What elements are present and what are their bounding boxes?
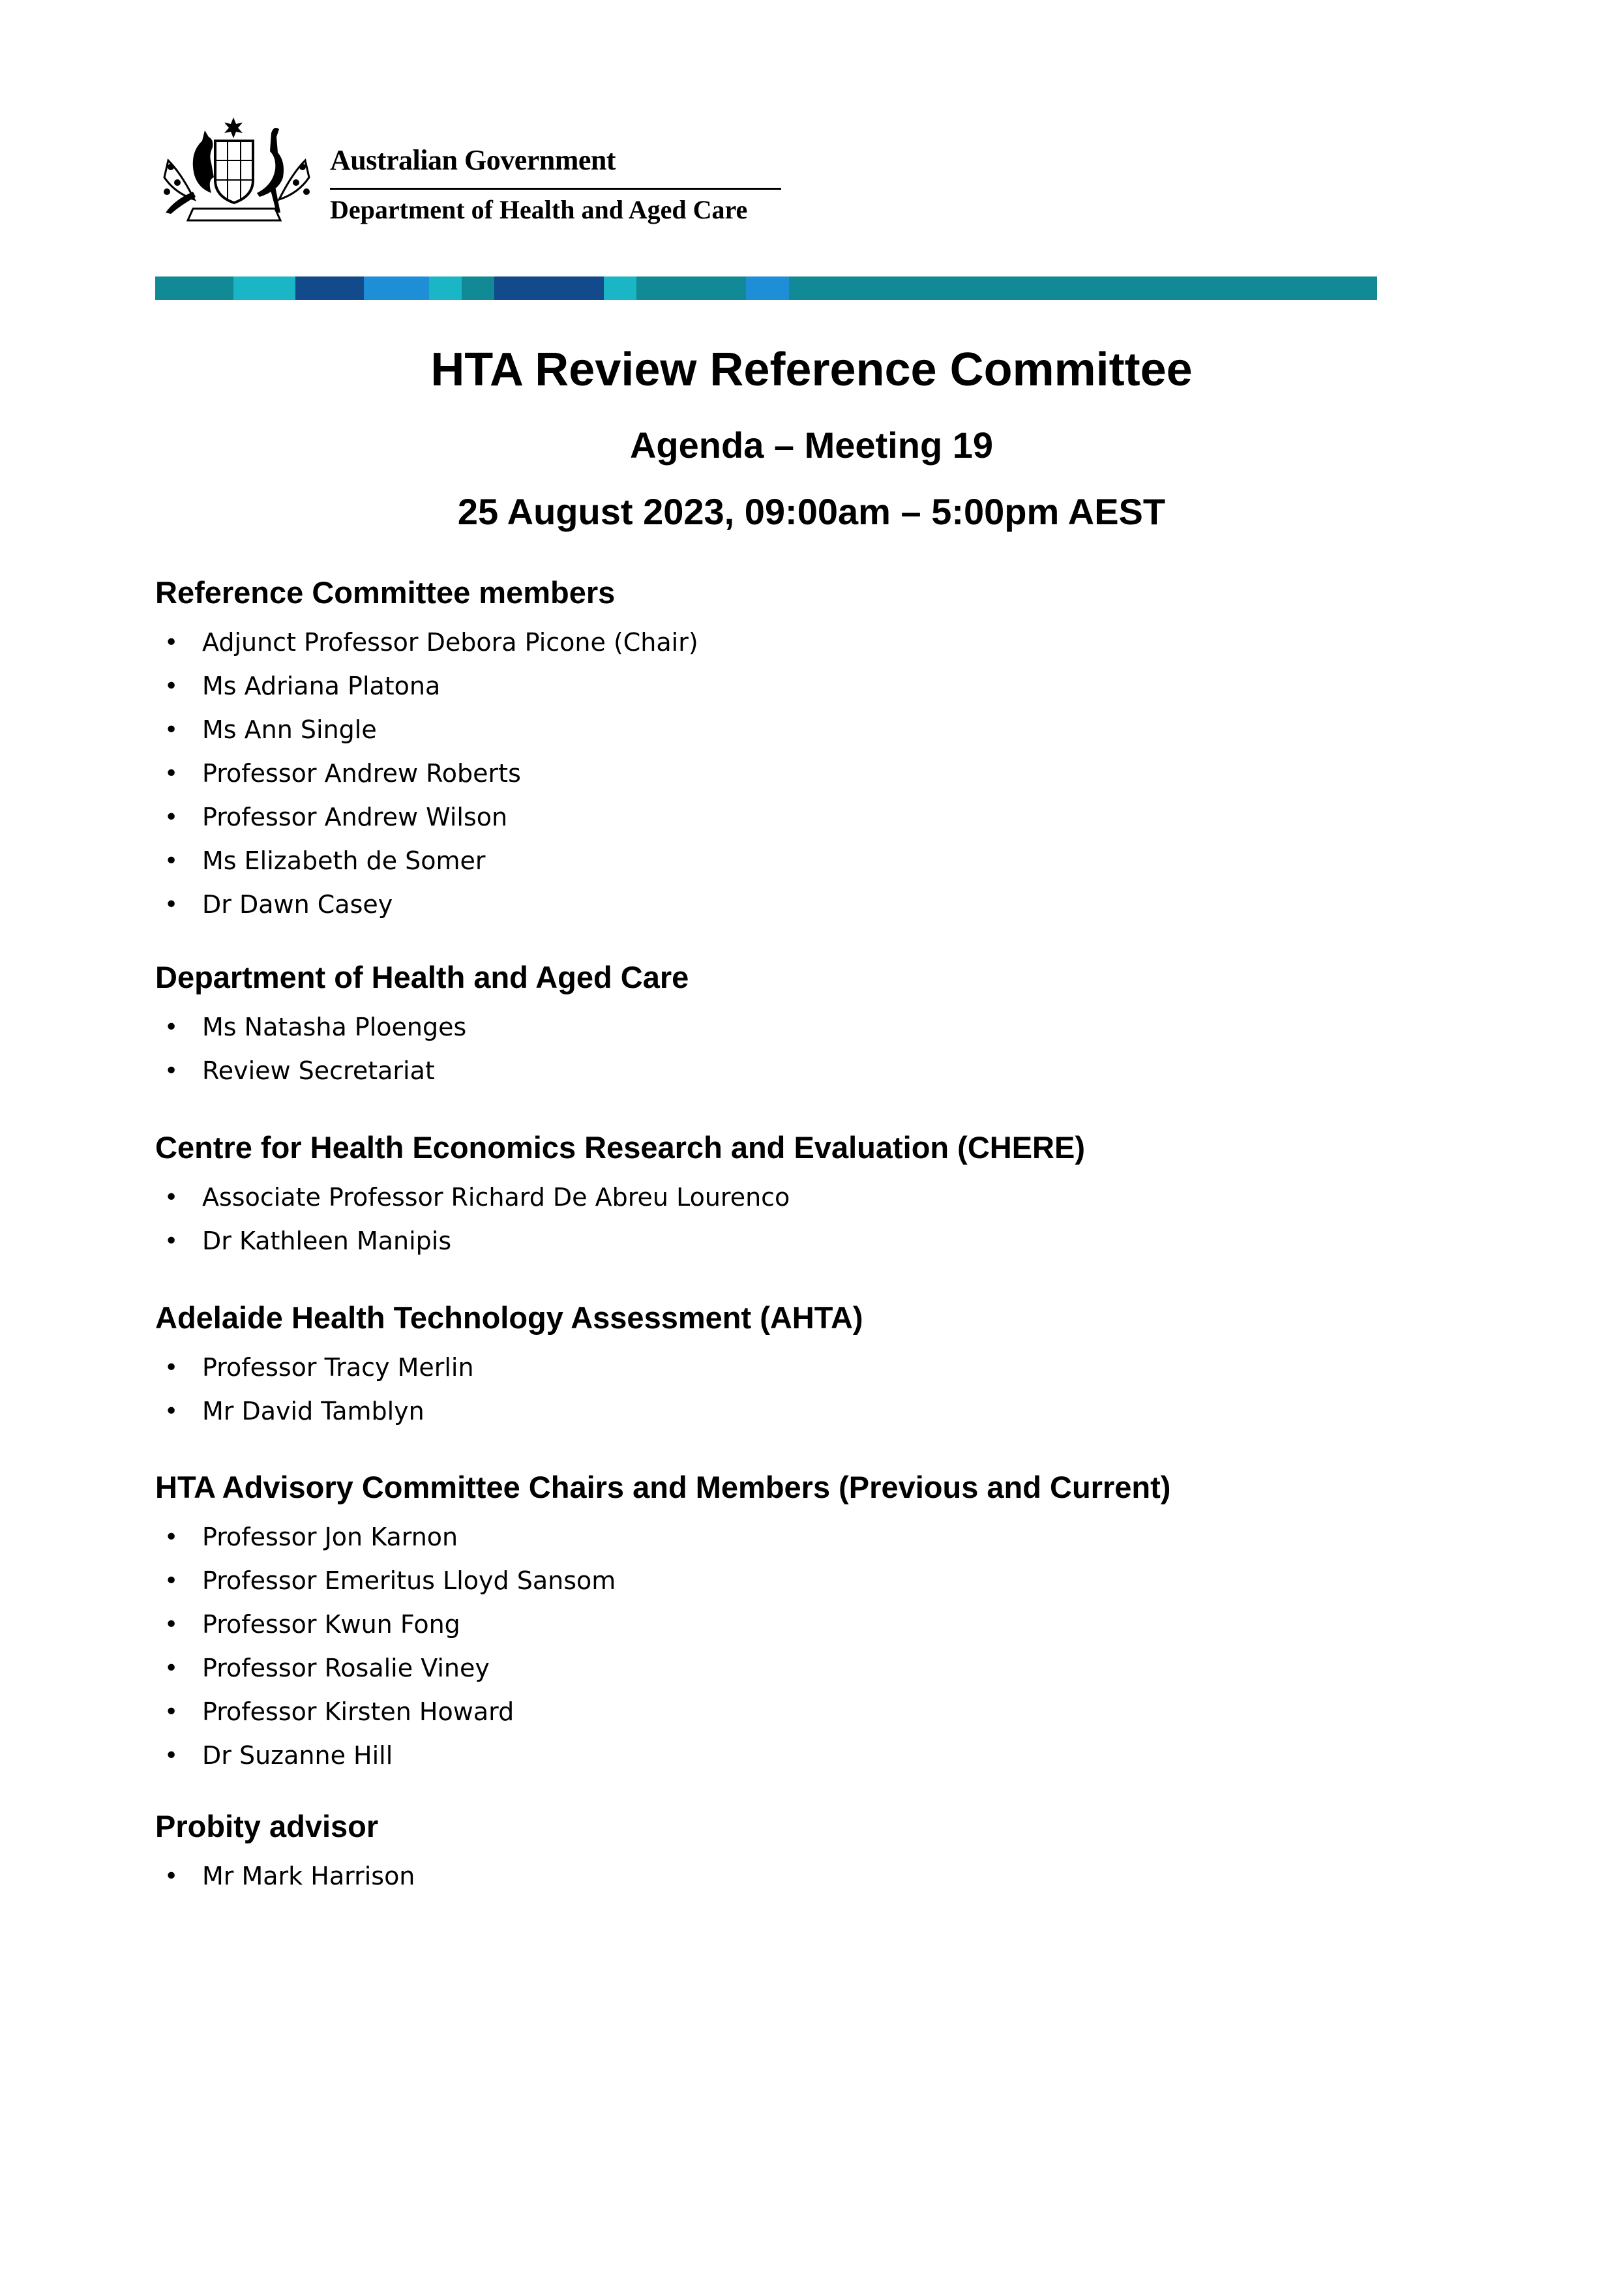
stripe-segment xyxy=(295,276,364,300)
stripe-segment xyxy=(746,276,789,300)
section-chere xyxy=(155,1126,1459,1263)
bullet-icon: • xyxy=(164,760,179,787)
list-item: • Dr Suzanne Hill xyxy=(155,1734,1459,1778)
section-ahta xyxy=(155,1296,1459,1433)
list-item: • Professor Andrew Wilson xyxy=(155,796,1459,839)
attendee-list xyxy=(155,1515,1459,1778)
section-heading: HTA Advisory Committee Chairs and Members (Previous and Current) xyxy=(155,1470,1171,1504)
list-item: • Professor Andrew Roberts xyxy=(155,752,1459,796)
bullet-icon: • xyxy=(164,1655,179,1682)
bullet-icon: • xyxy=(164,1058,179,1084)
attendee-list xyxy=(155,1006,1459,1093)
section-heading: Adelaide Health Technology Assessment (AHTA) xyxy=(155,1300,863,1335)
section-heading: Centre for Health Economics Research and Evaluation (CHERE) xyxy=(155,1130,1085,1165)
list-item: • Mr David Tamblyn xyxy=(155,1390,1459,1433)
list-item: • Dr Dawn Casey xyxy=(155,883,1459,927)
attendee-list xyxy=(155,621,1459,927)
list-item: • Ms Elizabeth de Somer xyxy=(155,839,1459,883)
bullet-icon: • xyxy=(164,1699,179,1725)
document-subtitle: Agenda – Meeting 19 xyxy=(629,425,994,466)
bullet-icon: • xyxy=(164,673,179,700)
list-item: • Professor Rosalie Viney xyxy=(155,1647,1459,1690)
list-item: • Professor Kirsten Howard xyxy=(155,1690,1459,1734)
meeting-date: 25 August 2023, 09:00am – 5:00pm AEST xyxy=(457,491,1166,532)
bullet-icon: • xyxy=(164,1742,179,1769)
bullet-icon: • xyxy=(164,1398,179,1425)
stripe-segment xyxy=(789,276,1377,300)
government-logo xyxy=(155,115,781,232)
stripe-segment xyxy=(604,276,636,300)
list-item: • Professor Tracy Merlin xyxy=(155,1346,1459,1390)
bullet-icon: • xyxy=(164,1863,179,1890)
bullet-icon: • xyxy=(164,1611,179,1638)
section-heading: Probity advisor xyxy=(155,1809,379,1843)
stripe-segment xyxy=(155,276,233,300)
attendee-list xyxy=(155,1346,1459,1433)
bullet-icon: • xyxy=(164,891,179,918)
bullet-icon: • xyxy=(164,1568,179,1594)
section-heading: Department of Health and Aged Care xyxy=(155,960,689,994)
stripe-segment xyxy=(233,276,295,300)
bullet-icon: • xyxy=(164,1014,179,1041)
stripe-segment xyxy=(636,276,746,300)
list-item: • Ms Adriana Platona xyxy=(155,664,1459,708)
bullet-icon: • xyxy=(164,629,179,656)
bullet-icon: • xyxy=(164,1228,179,1255)
list-item: • Professor Emeritus Lloyd Sansom xyxy=(155,1559,1459,1603)
stripe-segment xyxy=(364,276,429,300)
bullet-icon: • xyxy=(164,1354,179,1381)
section-probity xyxy=(155,1805,1459,1898)
list-item: • Adjunct Professor Debora Picone (Chair) xyxy=(155,621,1459,664)
stripe-segment xyxy=(429,276,462,300)
list-item: • Professor Kwun Fong xyxy=(155,1603,1459,1647)
header-color-stripe xyxy=(155,276,1377,300)
section-heading: Reference Committee members xyxy=(155,575,616,610)
section-department xyxy=(155,956,1459,1093)
bullet-icon: • xyxy=(164,717,179,743)
department-name: Department of Health and Aged Care xyxy=(330,195,748,224)
bullet-icon: • xyxy=(164,1524,179,1551)
list-item: • Associate Professor Richard De Abreu Lourenco xyxy=(155,1176,1459,1219)
list-item: • Mr Mark Harrison xyxy=(155,1855,1459,1898)
logo-divider xyxy=(330,188,781,190)
list-item: • Dr Kathleen Manipis xyxy=(155,1219,1459,1263)
government-name: Australian Government xyxy=(330,144,616,176)
list-item: • Review Secretariat xyxy=(155,1049,1459,1093)
attendee-list xyxy=(155,1176,1459,1263)
list-item: • Ms Natasha Ploenges xyxy=(155,1006,1459,1049)
bullet-icon: • xyxy=(164,804,179,831)
section-reference-committee xyxy=(155,571,1459,927)
bullet-icon: • xyxy=(164,1184,179,1211)
stripe-segment xyxy=(462,276,494,300)
stripe-segment xyxy=(494,276,604,300)
list-item: • Ms Ann Single xyxy=(155,708,1459,752)
attendee-list xyxy=(155,1855,1459,1898)
bullet-icon: • xyxy=(164,848,179,874)
document-title: HTA Review Reference Committee xyxy=(430,344,1193,396)
list-item: • Professor Jon Karnon xyxy=(155,1515,1459,1559)
coat-of-arms-icon xyxy=(155,115,318,232)
section-hta-advisory xyxy=(155,1466,1459,1778)
